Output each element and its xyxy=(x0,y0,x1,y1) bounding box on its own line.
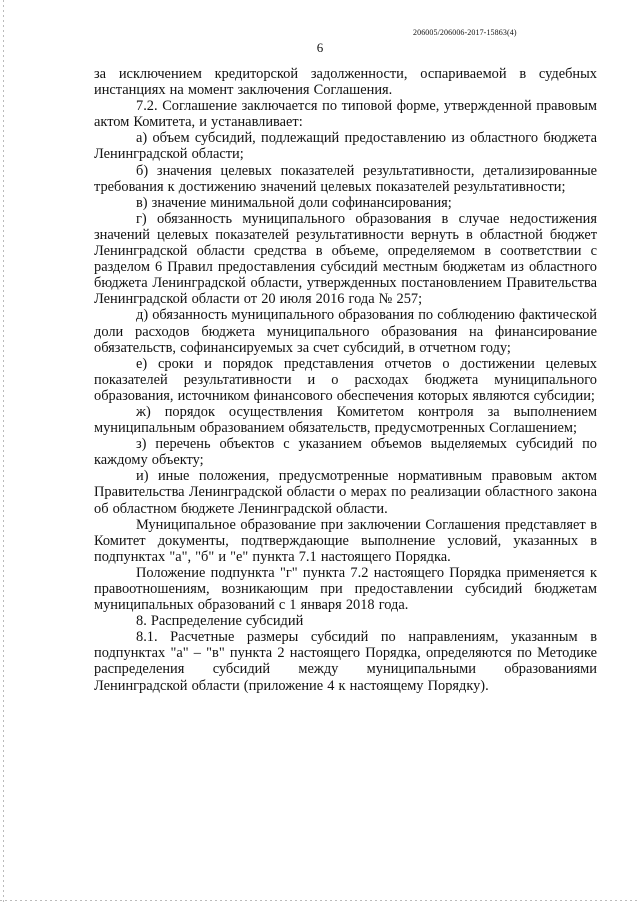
list-item-d: д) обязанность муниципального образования по соблюдению фактической доли расходов бюджета муниципального образования на финансирование обязательств, софинансируемых за счет субсидий, в отчетном году; xyxy=(94,307,597,356)
list-item-b: б) значения целевых показателей результативности, детализированные требования к достижению значений целевых показателей результативности; xyxy=(94,162,597,195)
list-item-z: з) перечень объектов с указанием объемов выделяемых субсидий по каждому объекту; xyxy=(94,436,597,469)
scan-edge-left xyxy=(3,0,4,905)
paragraph-applicability: Положение подпункта "г" пункта 7.2 настоящего Порядка применяется к правоотношениям, возникающим при предоставлении субсидий бюджетам муниципальных образований с 1 января 2018 года. xyxy=(94,564,597,614)
paragraph-continuation: за исключением кредиторской задолженности, оспариваемой в судебных инстанциях на момент заключения Соглашения. xyxy=(94,66,597,99)
document-id: 206005/206006-2017-15863(4) xyxy=(413,28,517,37)
paragraph-8-1: 8.1. Расчетные размеры субсидий по направлениям, указанным в подпунктах "а" – "в" пункта 2 настоящего Порядка, определяются по Методике распределения субсидий между муниципальными образованиями Ленинградской области (приложение 4 к настоящему Порядку). xyxy=(94,629,597,694)
list-item-e: е) сроки и порядок представления отчетов о достижении целевых показателей результативности и о расходах бюджета муниципального образования, источником финансового обеспечения которых являются субсидии; xyxy=(94,355,597,404)
list-item-i: и) иные положения, предусмотренные нормативным правовым актом Правительства Ленинградской области о мерах по реализации областного закона об областном бюджете Ленинградской области. xyxy=(94,468,597,517)
section-heading-8: 8. Распределение субсидий xyxy=(136,613,304,630)
paragraph-7-2: 7.2. Соглашение заключается по типовой форме, утвержденной правовым актом Комитета, и устанавливает: xyxy=(94,98,597,131)
page-number: 6 xyxy=(316,40,324,55)
list-item-v: в) значение минимальной доли софинансирования; xyxy=(136,194,452,211)
paragraph-documents: Муниципальное образование при заключении Соглашения представляет в Комитет документы, подтверждающие выполнение условий, указанных в подпунктах "а", "б" и "е" пункта 7.1 настоящего Порядка. xyxy=(94,516,597,565)
list-item-a: а) объем субсидий, подлежащий предоставлению из областного бюджета Ленинградской области; xyxy=(94,130,597,163)
list-item-zh: ж) порядок осуществления Комитетом контроля за выполнением муниципальным образованием обязательств, предусмотренных Соглашением; xyxy=(94,403,597,437)
document-body xyxy=(94,66,597,694)
list-item-g: г) обязанность муниципального образования в случае недостижения значений целевых показателей результативности вернуть в областной бюджет Ленинградской области средства в объеме, определяемом в соответствии с разделом 6 Правил предоставления субсидий местным бюджетам из областного бюджета Ленинградской области, утвержденных постановлением Правительства Ленинградской области от 20 июля 2016 года № 257; xyxy=(94,210,597,308)
scan-edge-bottom xyxy=(0,900,640,901)
